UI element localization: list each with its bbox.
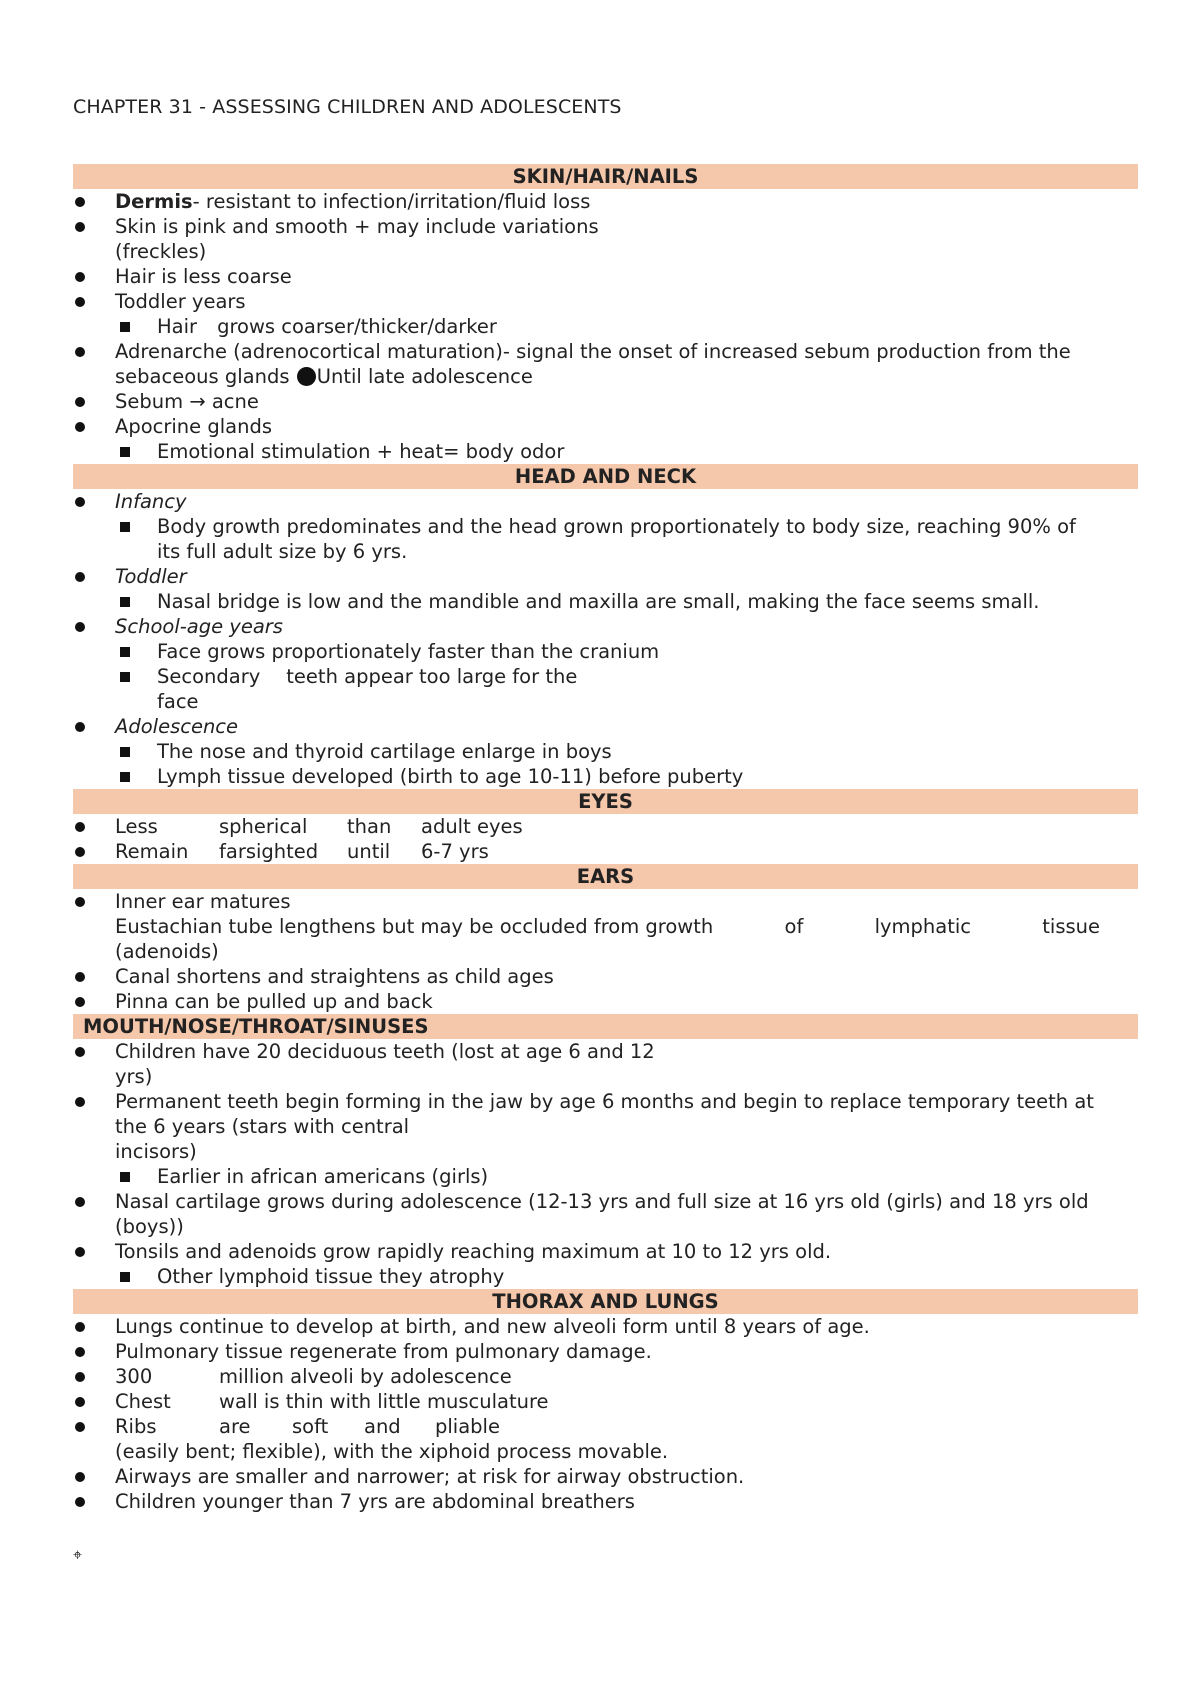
sub-list-item: Emotional stimulation + heat= body odor [115, 439, 1138, 464]
bullet-icon [75, 722, 85, 732]
square-bullet-icon [120, 522, 130, 532]
list-item: Dermis- resistant to infection/irritation/fluid loss [73, 189, 1138, 214]
list-item: Airways are smaller and narrower; at risk for airway obstruction. [73, 1464, 1138, 1489]
list-item: Ribs are soft and pliable (easily bent; flexible), with the xiphoid process movable. [73, 1414, 1138, 1464]
bullet-icon [75, 1197, 85, 1207]
list-item: Skin is pink and smooth + may include variations (freckles) [73, 214, 1138, 264]
bullet-icon [75, 1372, 85, 1382]
bullet-icon [75, 897, 85, 907]
list-item: Apocrine glands Emotional stimulation + heat= body odor [73, 414, 1138, 464]
bullet-icon [75, 1472, 85, 1482]
skin-list [73, 189, 1138, 464]
document-page [73, 95, 1138, 1514]
list-item: Toddler years Hair grows coarser/thicker/darker [73, 289, 1138, 339]
list-item: Pinna can be pulled up and back [73, 989, 1138, 1014]
head-list [73, 489, 1138, 789]
bullet-icon [75, 347, 85, 357]
bullet-icon [75, 297, 85, 307]
section-header-skin: SKIN/HAIR/NAILS [73, 164, 1138, 189]
list-item: Remain farsighted until 6-7 yrs [73, 839, 1138, 864]
eyes-list [73, 814, 1138, 864]
bullet-icon [75, 222, 85, 232]
sub-list-item: Earlier in african americans (girls) [115, 1164, 1138, 1189]
sub-list-item: The nose and thyroid cartilage enlarge in boys [115, 739, 1138, 764]
sub-list-item: Nasal bridge is low and the mandible and maxilla are small, making the face seems small. [115, 589, 1138, 614]
list-item: Nasal cartilage grows during adolescence (12-13 yrs and full size at 16 yrs old (girls) and 18 yrs old (boys)) [73, 1189, 1138, 1239]
sub-list [115, 439, 1138, 464]
list-item: School-age years Face grows proportionately faster than the cranium Secondary teeth appear too large for the face [73, 614, 1138, 714]
bullet-icon [75, 622, 85, 632]
section-header-eyes: EYES [73, 789, 1138, 814]
bullet-icon [75, 1047, 85, 1057]
square-bullet-icon [120, 672, 130, 682]
list-item: Lungs continue to develop at birth, and new alveoli form until 8 years of age. [73, 1314, 1138, 1339]
ears-list [73, 889, 1138, 1014]
square-bullet-icon [120, 597, 130, 607]
bullet-icon [75, 1322, 85, 1332]
list-item: Permanent teeth begin forming in the jaw by age 6 months and begin to replace temporary teeth at the 6 years (stars with central incisors) Earlier in african americans (girls) [73, 1089, 1138, 1189]
sub-list-item: Body growth predominates and the head grown proportionately to body size, reaching 90% of its full adult size by 6 yrs. [115, 514, 1138, 564]
bullet-icon [75, 1097, 85, 1107]
list-item: Canal shortens and straightens as child ages [73, 964, 1138, 989]
sub-list [115, 589, 1138, 614]
bullet-icon [75, 822, 85, 832]
list-item: Hair is less coarse [73, 264, 1138, 289]
bullet-icon [75, 1497, 85, 1507]
list-item: Children younger than 7 yrs are abdominal breathers [73, 1489, 1138, 1514]
sub-list-item: Lymph tissue developed (birth to age 10-11) before puberty [115, 764, 1138, 789]
bullet-icon [75, 497, 85, 507]
list-item: Adrenarche (adrenocortical maturation)- signal the onset of increased sebum production from the sebaceous glands Until late adolescence [73, 339, 1138, 389]
sub-list-item: Face grows proportionately faster than the cranium [115, 639, 1138, 664]
sub-list [115, 514, 1138, 564]
square-bullet-icon [120, 1172, 130, 1182]
bullet-icon [75, 272, 85, 282]
section-header-mouth: MOUTH/NOSE/THROAT/SINUSES [73, 1014, 1138, 1039]
bullet-icon [297, 367, 316, 386]
bullet-icon [75, 197, 85, 207]
list-item: Children have 20 deciduous teeth (lost at age 6 and 12 yrs) [73, 1039, 1138, 1089]
bullet-icon [75, 972, 85, 982]
bullet-icon [75, 1397, 85, 1407]
square-bullet-icon [120, 772, 130, 782]
sub-list [115, 639, 1138, 714]
page-title: CHAPTER 31 - ASSESSING CHILDREN AND ADOLESCENTS [73, 96, 622, 118]
crosshair-icon: ⌖ [73, 1545, 83, 1564]
square-bullet-icon [120, 322, 130, 332]
square-bullet-icon [120, 747, 130, 757]
section-header-ears: EARS [73, 864, 1138, 889]
square-bullet-icon [120, 1272, 130, 1282]
bullet-icon [75, 1347, 85, 1357]
list-item: Chest wall is thin with little musculature [73, 1389, 1138, 1414]
bullet-icon [75, 397, 85, 407]
square-bullet-icon [120, 447, 130, 457]
list-item: Infancy Body growth predominates and the head grown proportionately to body size, reaching 90% of its full adult size by 6 yrs. [73, 489, 1138, 564]
list-item: Inner ear matures [73, 889, 1138, 914]
justified-line: Eustachian tube lengthens but may be occluded from growth of lymphatic tissue [115, 915, 1100, 938]
bullet-icon [75, 1247, 85, 1257]
bullet-icon [75, 1422, 85, 1432]
section-header-thorax: THORAX AND LUNGS [73, 1289, 1138, 1314]
sub-list-item: Hair grows coarser/thicker/darker [115, 314, 1138, 339]
thorax-list [73, 1314, 1138, 1514]
list-item: Eustachian tube lengthens but may be occluded from growth of lymphatic tissue (adenoids) [115, 915, 1100, 963]
mouth-list [73, 1039, 1138, 1289]
list-item: Pulmonary tissue regenerate from pulmonary damage. [73, 1339, 1138, 1364]
list-item: Tonsils and adenoids grow rapidly reaching maximum at 10 to 12 yrs old. Other lymphoid tissue they atrophy [73, 1239, 1138, 1289]
list-item: 300 million alveoli by adolescence [73, 1364, 1138, 1389]
list-item: Adolescence The nose and thyroid cartilage enlarge in boys Lymph tissue developed (birth to age 10-11) before puberty [73, 714, 1138, 789]
sub-list [115, 314, 1138, 339]
square-bullet-icon [120, 647, 130, 657]
bullet-icon [75, 847, 85, 857]
sub-list [115, 739, 1138, 789]
sub-list-item: Other lymphoid tissue they atrophy [115, 1264, 1138, 1289]
bullet-icon [75, 997, 85, 1007]
bullet-icon [75, 422, 85, 432]
sub-list [115, 1264, 1138, 1289]
list-item: Less spherical than adult eyes [73, 814, 1138, 839]
list-item: Sebum → acne [73, 389, 1138, 414]
sub-list-item: Secondary teeth appear too large for the face [115, 664, 1138, 714]
bullet-icon [75, 572, 85, 582]
list-item: Toddler Nasal bridge is low and the mandible and maxilla are small, making the face seems small. [73, 564, 1138, 614]
sub-list [115, 1164, 1138, 1189]
section-header-head: HEAD AND NECK [73, 464, 1138, 489]
